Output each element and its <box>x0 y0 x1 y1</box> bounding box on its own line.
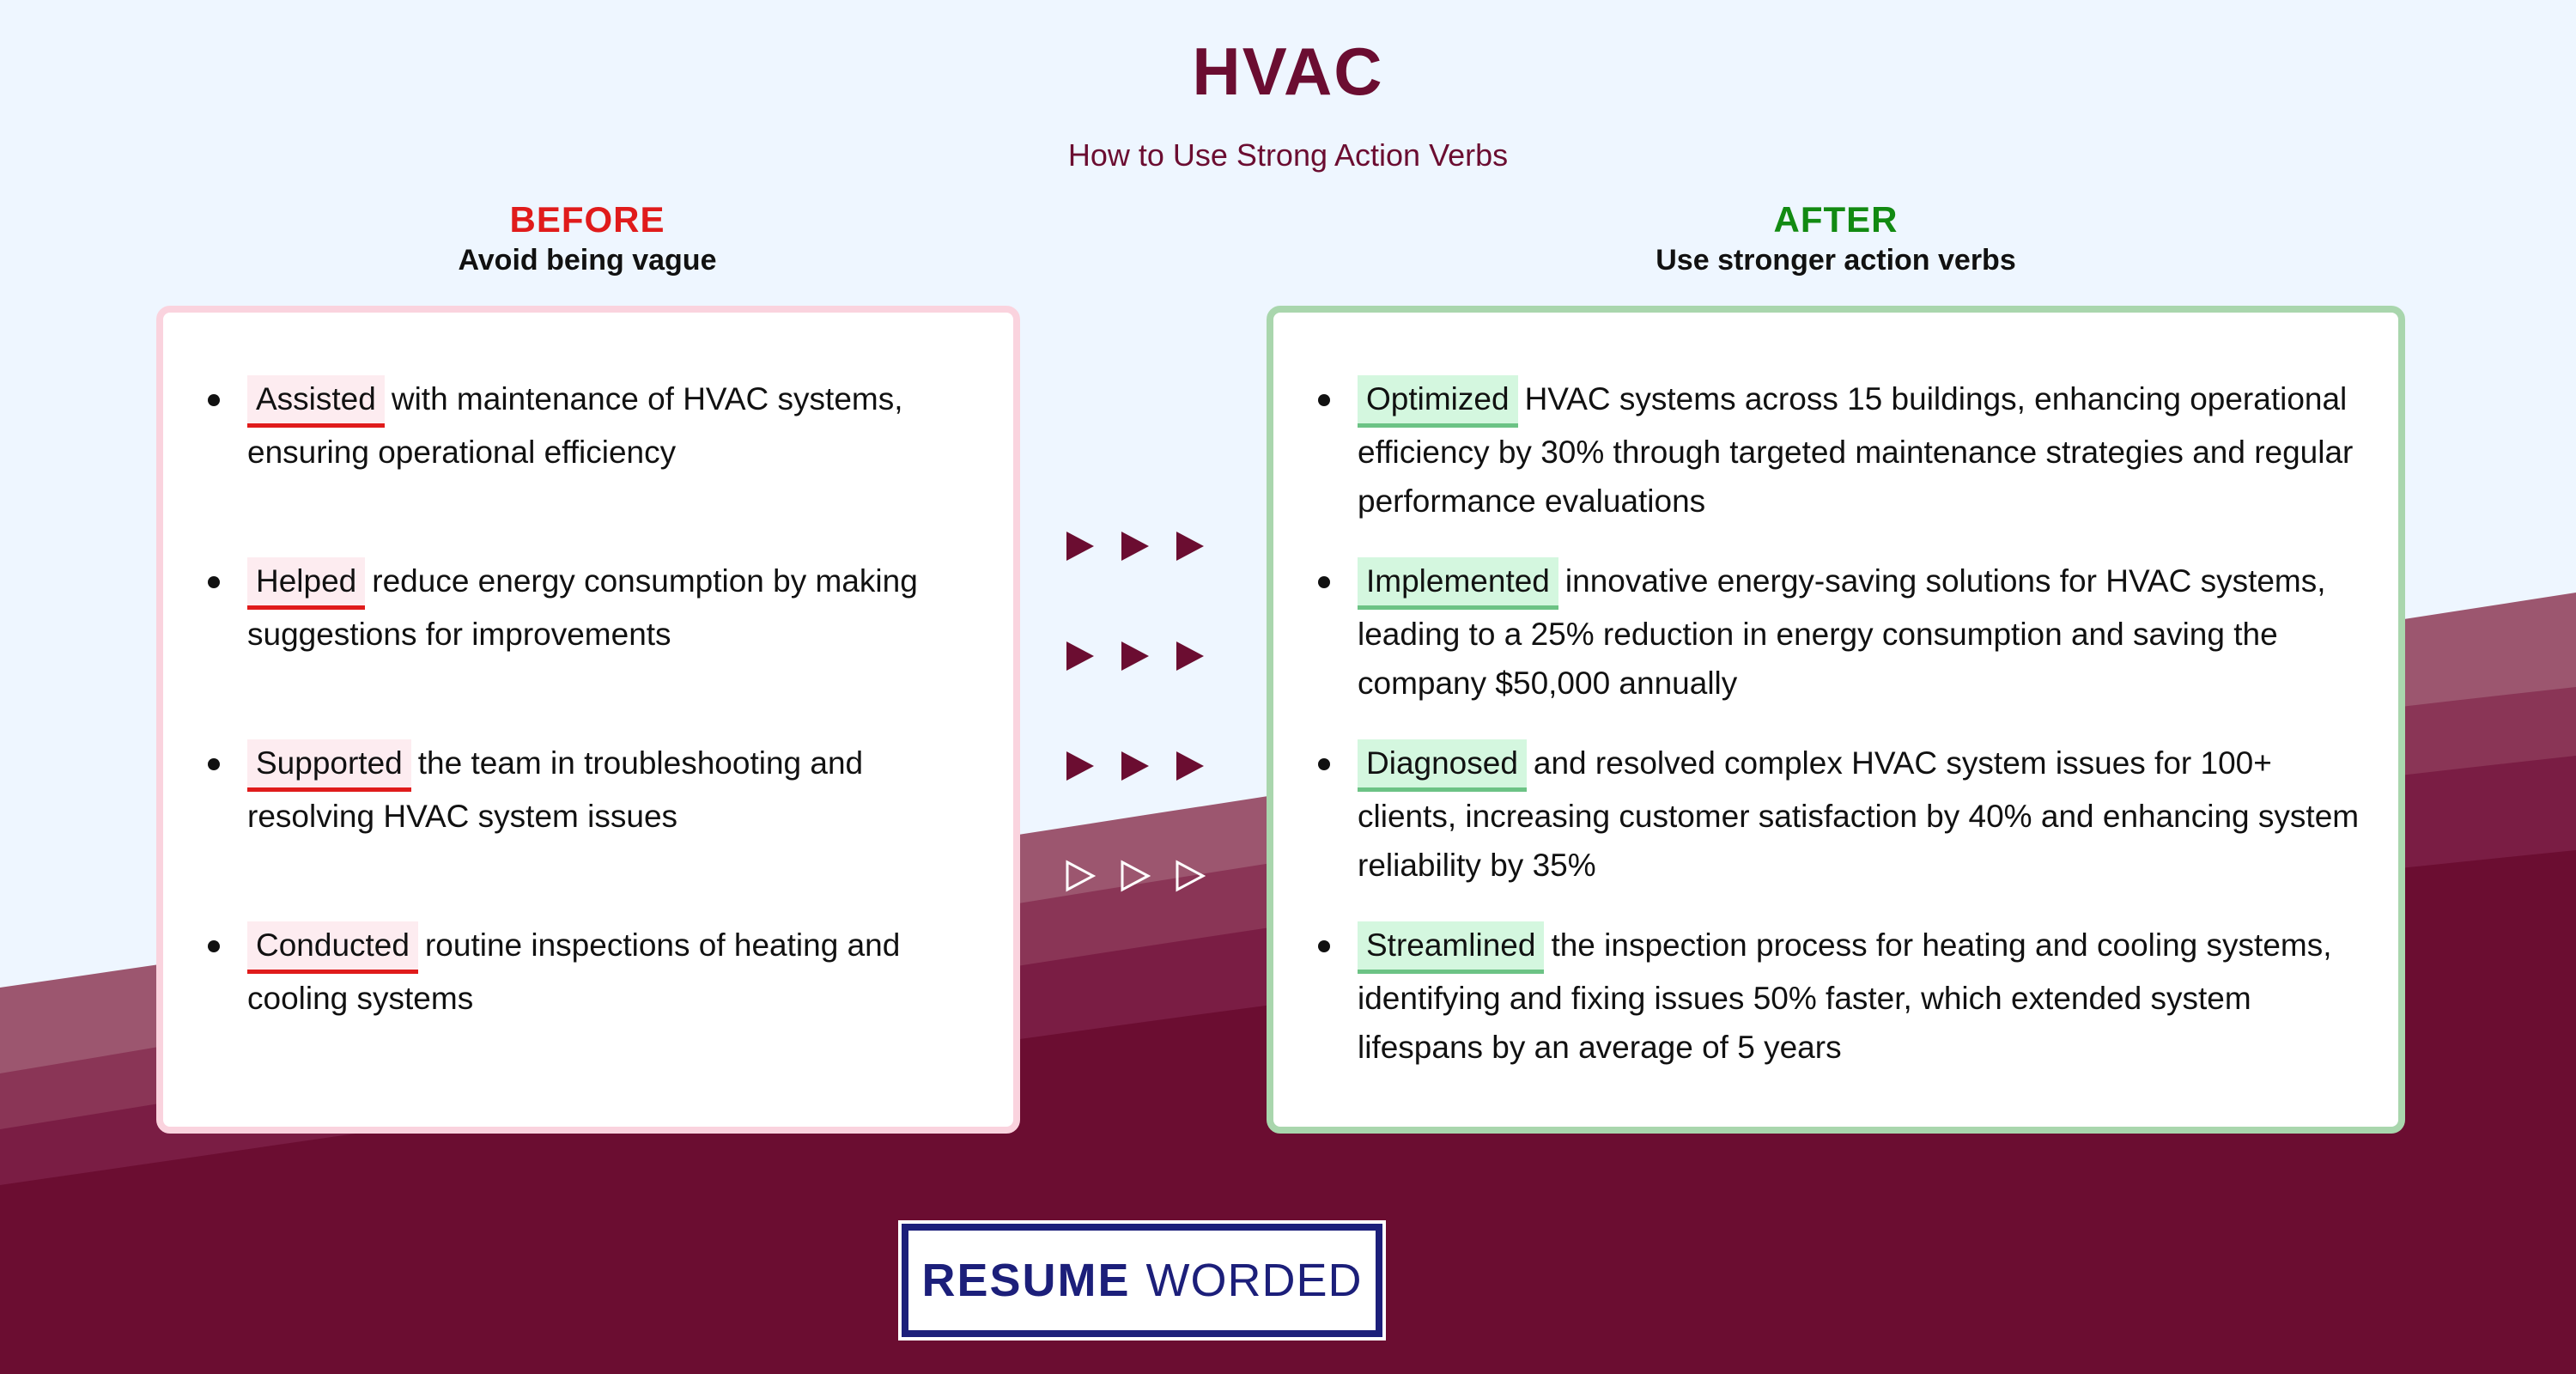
before-verb: Conducted <box>247 921 418 974</box>
after-text: the inspection process for heating and cooling systems, identifying and fixing issues 50% faster, which extended system lifespans by an average of 5 years <box>1358 927 2332 1065</box>
play-triangle-icon <box>1175 530 1206 562</box>
list-item <box>225 739 981 921</box>
after-list <box>1335 374 2366 1103</box>
arrow-row <box>1065 491 1219 601</box>
list-item <box>1335 921 2366 1103</box>
before-text: the team in troubleshooting and resolving HVAC system issues <box>247 745 864 834</box>
play-triangle-icon <box>1175 750 1206 782</box>
after-verb: Implemented <box>1358 557 1558 610</box>
after-card <box>1267 306 2405 1134</box>
before-text: with maintenance of HVAC systems, ensuring operational efficiency <box>247 381 903 470</box>
after-label: AFTER <box>1773 199 1899 240</box>
before-label: BEFORE <box>509 199 665 240</box>
after-verb: Diagnosed <box>1358 739 1527 792</box>
play-triangle-icon <box>1175 640 1206 672</box>
after-text: innovative energy-saving solutions for HVAC systems, leading to a 25% reduction in energy consumption and saving the company $50,000 annually <box>1358 563 2326 701</box>
arrow-row <box>1065 711 1219 821</box>
list-item <box>1335 556 2366 739</box>
before-sublabel: Avoid being vague <box>458 244 717 277</box>
before-text: reduce energy consumption by making suggestions for improvements <box>247 563 918 652</box>
list-item <box>225 374 981 556</box>
logo-word-worded: WORDED <box>1145 1255 1363 1306</box>
play-triangle-icon <box>1065 750 1096 782</box>
play-triangle-icon <box>1120 640 1151 672</box>
before-verb: Assisted <box>247 375 385 428</box>
arrow-row <box>1065 821 1219 931</box>
after-text: and resolved complex HVAC system issues for 100+ clients, increasing customer satisfaction by 40% and enhancing system reliability by 35% <box>1358 745 2360 883</box>
play-triangle-outline-icon <box>1175 860 1206 892</box>
page-subtitle: How to Use Strong Action Verbs <box>1067 137 1509 173</box>
before-verb: Helped <box>247 557 365 610</box>
play-triangle-icon <box>1120 750 1151 782</box>
after-header <box>1268 199 2403 277</box>
before-text: routine inspections of heating and cooling systems <box>247 927 901 1016</box>
play-triangle-outline-icon <box>1065 860 1096 892</box>
before-list <box>225 374 981 1103</box>
after-verb: Optimized <box>1358 375 1518 428</box>
logo-word-resume: RESUME <box>921 1255 1131 1306</box>
list-item <box>1335 374 2366 556</box>
resume-worded-logo <box>902 1224 1382 1337</box>
arrow-column <box>1065 491 1219 931</box>
after-verb: Streamlined <box>1358 921 1544 974</box>
page-title: HVAC <box>1192 33 1384 109</box>
list-item <box>225 921 981 1103</box>
before-card <box>156 306 1020 1134</box>
play-triangle-icon <box>1065 640 1096 672</box>
play-triangle-icon <box>1065 530 1096 562</box>
play-triangle-icon <box>1120 530 1151 562</box>
before-verb: Supported <box>247 739 411 792</box>
list-item <box>225 556 981 739</box>
play-triangle-outline-icon <box>1120 860 1151 892</box>
after-text: HVAC systems across 15 buildings, enhancing operational efficiency by 30% through targeted maintenance strategies and regular performance evaluations <box>1358 381 2354 519</box>
before-header <box>156 199 1018 277</box>
after-sublabel: Use stronger action verbs <box>1656 244 2016 277</box>
arrow-row <box>1065 601 1219 711</box>
list-item <box>1335 739 2366 921</box>
